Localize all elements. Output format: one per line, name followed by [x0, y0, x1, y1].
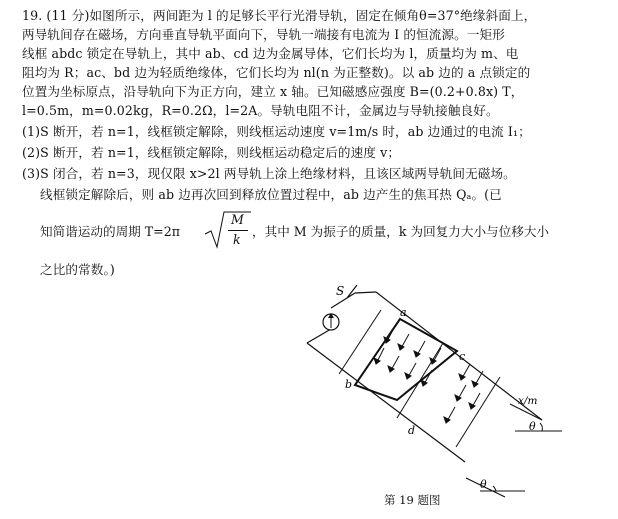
- switch-wire: [355, 292, 376, 293]
- field-boundary: [339, 310, 381, 374]
- label-axis: x/m: [518, 395, 538, 407]
- question-line-5: 位置为坐标原点，沿导轨向下为正方向，建立 x 轴。已知磁感应强度 B=(0.2+0.8x) T，: [22, 84, 524, 99]
- field-boundary-3: [456, 377, 500, 447]
- current-source: [323, 313, 339, 330]
- figure-caption: 第 19 题图: [384, 493, 441, 507]
- question-part-1: (1)S 断开，若 n=1，线框锁定解除，则线框运动速度 v=1m/s 时，ab 边通过的电流 I₁；: [22, 124, 531, 139]
- magnetic-field-region: [339, 310, 500, 447]
- question-last-line: 之比的常数。): [40, 262, 115, 277]
- formula-numerator: M: [231, 212, 244, 227]
- question-part-2: (2)S 断开，若 n=1，线框锁定解除，则线框运动稳定后的速度 v；: [22, 145, 401, 160]
- label-theta-1: θ: [529, 420, 536, 433]
- label-a: a: [400, 306, 407, 319]
- incline-ground: [480, 431, 562, 491]
- angle-arc-1: [540, 423, 542, 431]
- question-line-1: 19. (11 分)如图所示，两间距为 l 的足够长平行光滑导轨，固定在倾角θ=37°绝缘斜面上，: [22, 8, 537, 23]
- question-line-2: 两导轨间存在磁场，方向垂直导轨平面向下，导轨一端接有电流为 I 的恒流源。一矩形: [22, 27, 505, 42]
- lower-rail: [307, 343, 465, 462]
- label-d: d: [408, 424, 416, 437]
- label-b: b: [345, 378, 353, 391]
- question-part-3-cont: 线框锁定解除后，则 ab 边再次回到释放位置过程中，ab 边产生的焦耳热 Qₐ。(已: [40, 187, 502, 202]
- question-line-4: 阻均为 R；ac、bd 边为轻质绝缘体，它们长均为 nl(n 为正整数)。以 ab 边的 a 点锁定的: [22, 65, 531, 80]
- question-line-6: l=0.5m，m=0.02kg，R=0.2Ω，l=2A。导轨电阻不计，金属边与导轨接触良好。: [22, 103, 499, 118]
- left-wire: [307, 329, 331, 343]
- label-theta-2: θ: [480, 478, 487, 491]
- angle-arc-2: [493, 486, 496, 491]
- label-c: c: [459, 350, 466, 363]
- field-arrows: [374, 328, 483, 423]
- question-line-3: 线框 abdc 锁定在导轨上，其中 ab、cd 边为金属导体，它们长均为 l，质量均为 m、电: [22, 46, 519, 61]
- formula-prefix: 知简谐运动的周期 T=2π: [40, 224, 180, 239]
- label-s: S: [336, 284, 345, 298]
- formula-suffix: ，其中 M 为振子的质量，k 为回复力大小与位移大小: [252, 224, 550, 239]
- question-part-3: (3)S 闭合，若 n=3，现仅限 x>2l 两导轨上涂上绝缘材料，且该区域两导轨间无磁场。: [22, 166, 516, 181]
- switch-s: [347, 285, 357, 298]
- formula-denominator: k: [233, 232, 241, 247]
